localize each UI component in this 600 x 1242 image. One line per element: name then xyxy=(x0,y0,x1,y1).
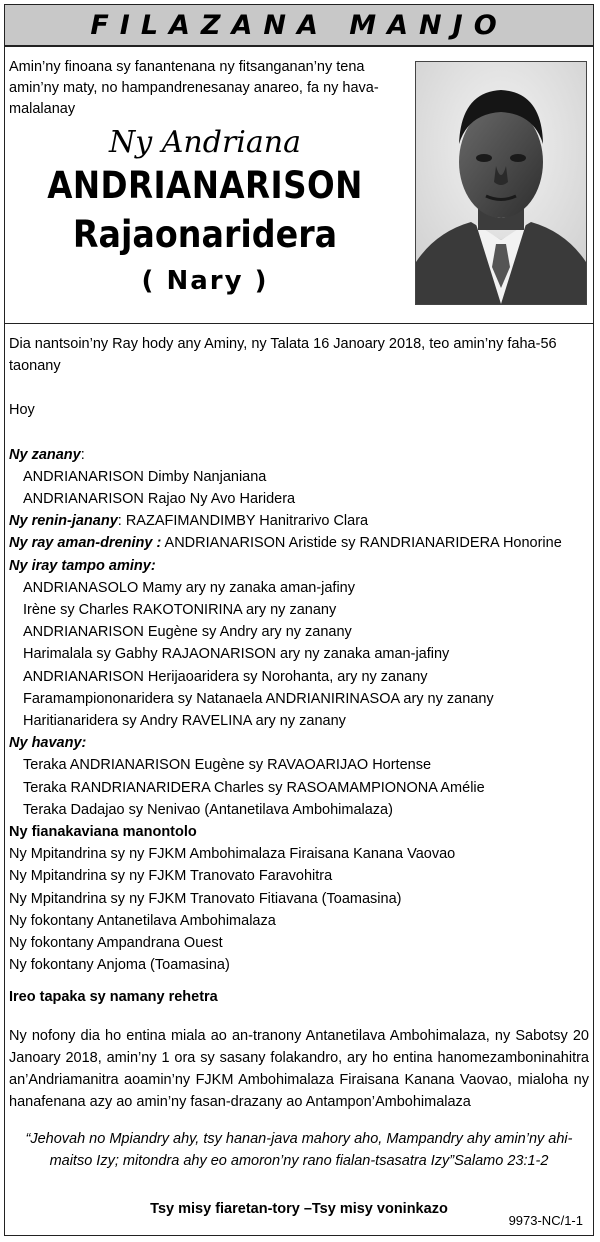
list-item: ANDRIANARISON Rajao Ny Avo Haridera xyxy=(23,491,296,508)
list-item: ANDRIANARISON Eugène sy Andry ary ny zanany xyxy=(23,624,352,641)
given-name: Rajaonaridera xyxy=(72,213,338,256)
list-item: Ny Mpitandrina sy ny FJKM Tranovato Fitiavana (Toamasina) xyxy=(9,890,402,907)
honorific: Ny Andriana xyxy=(109,125,301,160)
relatives-heading: Ny havany: xyxy=(9,735,87,752)
mother-label: Ny renin-janany xyxy=(9,513,118,530)
mother-line xyxy=(9,510,589,532)
notice-frame xyxy=(4,4,594,1236)
siblings-heading: Ny iray tampo aminy: xyxy=(9,557,156,574)
list-item: ANDRIANARISON Dimby Nanjaniana xyxy=(23,468,267,485)
intro-text: Amin’ny finoana sy fanantenana ny fitsanganan’ny tena amin’ny maty, no hampandrenesanay anareo, fa ny hava-malalanay xyxy=(9,59,379,117)
friends-line: Ireo tapaka sy namany rehetra xyxy=(9,989,218,1006)
list-item: Ny Mpitandrina sy ny FJKM Tranovato Faravohitra xyxy=(9,868,333,885)
list-item: Ny fokontany Anjoma (Toamasina) xyxy=(9,957,230,974)
hoy-label: Hoy xyxy=(9,402,35,419)
footer-note: Tsy misy fiaretan-tory –Tsy misy voninkazo xyxy=(150,1201,448,1217)
nickname: ( Nary ) xyxy=(141,266,269,296)
list-item: Teraka RANDRIANARIDERA Charles sy RASOAMAMPIONONA Amélie xyxy=(23,779,485,796)
parents-line xyxy=(9,532,589,554)
funeral-details: Ny nofony dia ho entina miala ao an-tranony Antanetilava Ambohimalaza, ny Sabotsy 20 Janoary 2018, amin’ny 1 ora sy sasany folakandro, ary ho entina hanomezamboninahitra an’Andriamanitra aoamin’ny FJKM Ambohimalaza Firaisana Kanana Vaovao, mialoha ny hanafenana azy ao amin’ny fasan-drazany ao Antampon’Ambohimalaza xyxy=(9,1027,589,1111)
list-item: Haritianaridera sy Andry RAVELINA ary ny zanany xyxy=(23,713,346,730)
list-item: ANDRIANASOLO Mamy ary ny zanaka aman-jafiny xyxy=(23,579,355,596)
parents-label: Ny ray aman-dreniny : xyxy=(9,535,162,552)
list-item: Ny fokontany Ampandrana Ouest xyxy=(9,935,223,952)
portrait-photo xyxy=(415,61,587,305)
list-item: Irène sy Charles RAKOTONIRINA ary ny zanany xyxy=(23,602,337,619)
list-item: ANDRIANARISON Herijaoaridera sy Norohanta, ary ny zanany xyxy=(23,668,428,685)
reference-code: 9973-NC/1-1 xyxy=(508,1213,583,1228)
list-item: Faramampiononaridera sy Natanaela ANDRIANIRINASOA ary ny zanany xyxy=(23,690,494,707)
list-item: Ny fokontany Antanetilava Ambohimalaza xyxy=(9,912,276,929)
notice-body xyxy=(9,333,589,1172)
scripture-quote: “Jehovah no Mpiandry ahy, tsy hanan-java mahory aho, Mampandry ahy amin’ny ahi-maitso Izy; mitondra ahy eo amoron’ny rano fialan-tsasatra Izy”Salamo 23:1-2 xyxy=(25,1130,573,1169)
parents-value: ANDRIANARISON Aristide sy RANDRIANARIDERA Honorine xyxy=(161,535,562,552)
deceased-name-block xyxy=(15,125,395,303)
children-label: Ny zanany xyxy=(9,446,81,463)
children-colon: : xyxy=(80,446,85,463)
announcement: Dia nantsoin’ny Ray hody any Aminy, ny Talata 16 Janoary 2018, teo amin’ny faha-56 taonany xyxy=(9,336,557,375)
children-heading xyxy=(9,444,589,466)
surname: ANDRIANARISON xyxy=(47,164,363,207)
banner-title: FILAZANA MANJO xyxy=(90,9,508,41)
list-item: Ny Mpitandrina sy ny FJKM Ambohimalaza Firaisana Kanana Vaovao xyxy=(9,846,456,863)
mother-value: : RAZAFIMANDIMBY Hanitrarivo Clara xyxy=(117,513,369,530)
banner xyxy=(5,5,593,47)
list-item: Teraka ANDRIANARISON Eugène sy RAVAOARIJAO Hortense xyxy=(23,757,432,774)
list-item: Teraka Dadajao sy Nenivao (Antanetilava Ambohimalaza) xyxy=(23,801,393,818)
family-heading: Ny fianakaviana manontolo xyxy=(9,824,197,841)
divider xyxy=(5,323,593,324)
list-item: Harimalala sy Gabhy RAJAONARISON ary ny zanaka aman-jafiny xyxy=(23,646,450,663)
portrait-icon xyxy=(416,62,586,304)
